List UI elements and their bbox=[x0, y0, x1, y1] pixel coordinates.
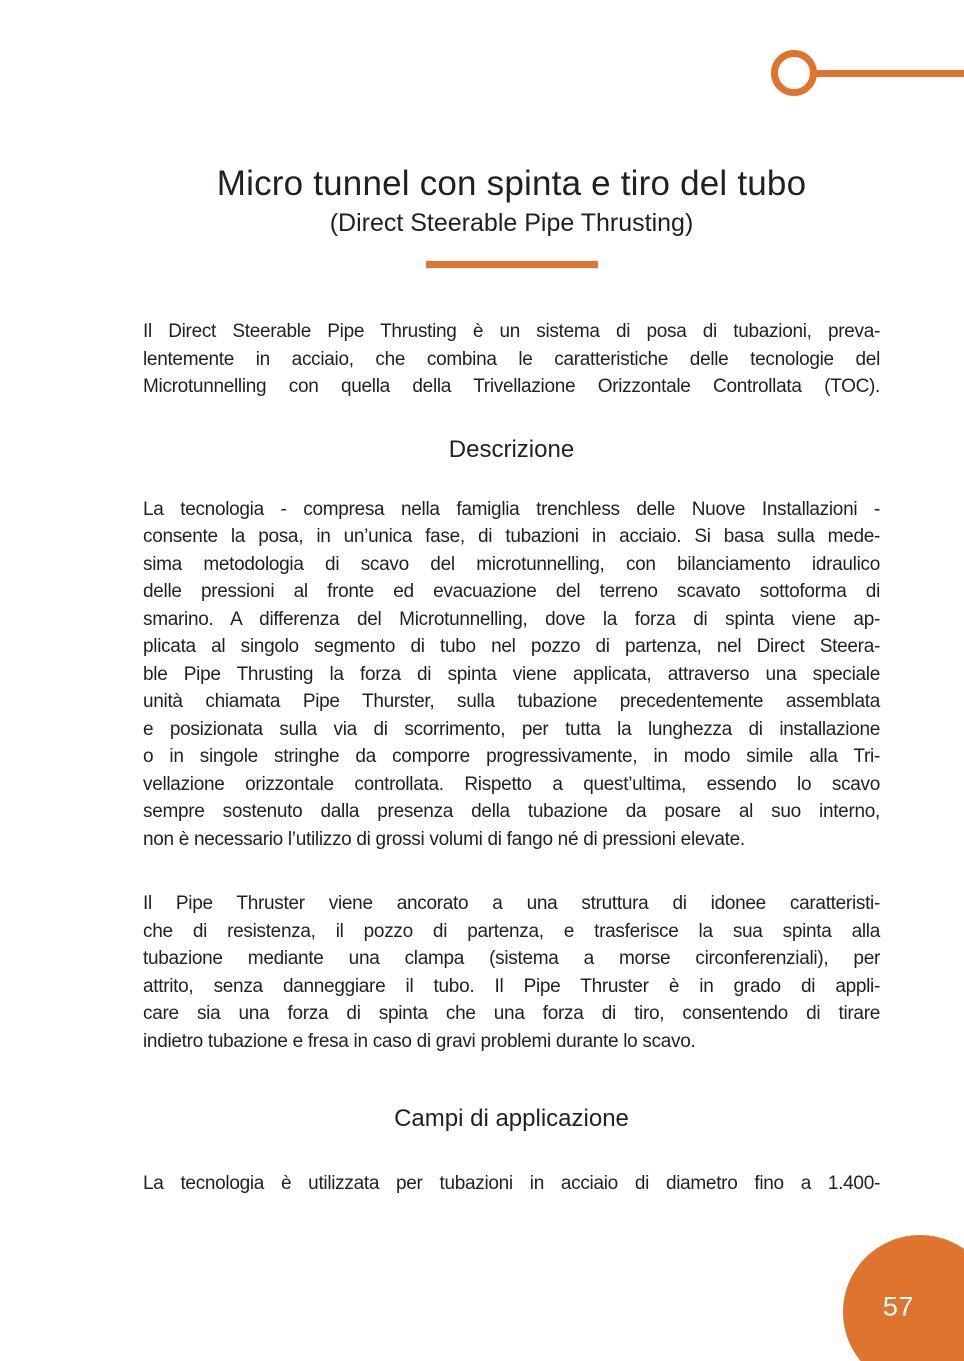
paragraph-line: e posizionata sulla via di scorrimento, per tutta la lunghezza di installazione bbox=[143, 718, 880, 740]
paragraph-line: consente la posa, in un’unica fase, di tubazioni in acciaio. Si basa sulla mede- bbox=[143, 526, 880, 547]
paragraph-line: o in singole stringhe da comporre progressivamente, in modo simile alla Tri- bbox=[143, 746, 880, 767]
paragraph-line: sempre sostenuto dalla presenza della tubazione da posare al suo interno, bbox=[143, 801, 880, 822]
paragraph-line: plicata al singolo segmento di tubo nel pozzo di partenza, nel Direct Steera- bbox=[143, 636, 880, 657]
paragraph-line: La tecnologia è utilizzata per tubazioni in acciaio di diametro fino a 1.400- bbox=[143, 1173, 880, 1194]
paragraph-line: indietro tubazione e fresa in caso di gravi problemi durante lo scavo. bbox=[143, 1030, 696, 1052]
paragraph-line: tubazione mediante una clampa (sistema a morse circonferenziali), per bbox=[143, 948, 880, 969]
paragraph-line: smarino. A differenza del Microtunnelling, dove la forza di spinta viene ap- bbox=[143, 608, 880, 630]
paragraph-line: sima metodologia di scavo del microtunnelling, con bilanciamento idraulico bbox=[143, 553, 880, 575]
paragraph-line: non è necessario l’utilizzo di grossi volumi di fango né di pressioni elevate. bbox=[143, 828, 745, 850]
paragraph-line: che di resistenza, il pozzo di partenza, e trasferisce la sua spinta alla bbox=[143, 920, 880, 942]
page-number-badge bbox=[843, 1235, 964, 1361]
paragraph-line: Il Pipe Thruster viene ancorato a una struttura di idonee caratteristi- bbox=[143, 893, 880, 914]
paragraph-line: unità chiamata Pipe Thurster, sulla tubazione precedentemente assemblata bbox=[143, 691, 880, 712]
section-heading-campi-di-applicazione: Campi di applicazione bbox=[394, 1105, 629, 1132]
paragraph-line: Il Direct Steerable Pipe Thrusting è un sistema di posa di tubazioni, preva- bbox=[143, 321, 880, 342]
descrizione-paragraph-2 bbox=[143, 890, 880, 1055]
campi-paragraph bbox=[143, 1170, 880, 1198]
section-heading-descrizione: Descrizione bbox=[448, 435, 575, 463]
paragraph-line: delle pressioni al fronte ed evacuazione del terreno scavato sottoforma di bbox=[143, 581, 880, 602]
text-column bbox=[143, 0, 880, 1198]
page-number: 57 bbox=[882, 1291, 914, 1322]
page-subtitle: (Direct Steerable Pipe Thrusting) bbox=[329, 209, 694, 237]
paragraph-line: care sia una forza di spinta che una forza di tiro, consentendo di tirare bbox=[143, 1003, 880, 1024]
paragraph-line: vellazione orizzontale controllata. Rispetto a quest’ultima, essendo lo scavo bbox=[143, 773, 880, 795]
paragraph-line: ble Pipe Thrusting la forza di spinta viene applicata, attraverso una speciale bbox=[143, 663, 880, 685]
descrizione-paragraph-1 bbox=[143, 496, 880, 854]
paragraph-line: Microtunnelling con quella della Trivellazione Orizzontale Controllata (TOC). bbox=[143, 376, 880, 397]
paragraph-line: attrito, senza danneggiare il tubo. Il Pipe Thruster è in grado di appli- bbox=[143, 975, 880, 997]
page-title: Micro tunnel con spinta e tiro del tubo bbox=[216, 164, 807, 203]
paragraph-line: lentemente in acciaio, che combina le caratteristiche delle tecnologie del bbox=[143, 348, 880, 370]
paragraph-line: La tecnologia - compresa nella famiglia trenchless delle Nuove Installazioni - bbox=[143, 498, 880, 520]
intro-paragraph bbox=[143, 318, 880, 401]
title-divider bbox=[426, 261, 598, 268]
